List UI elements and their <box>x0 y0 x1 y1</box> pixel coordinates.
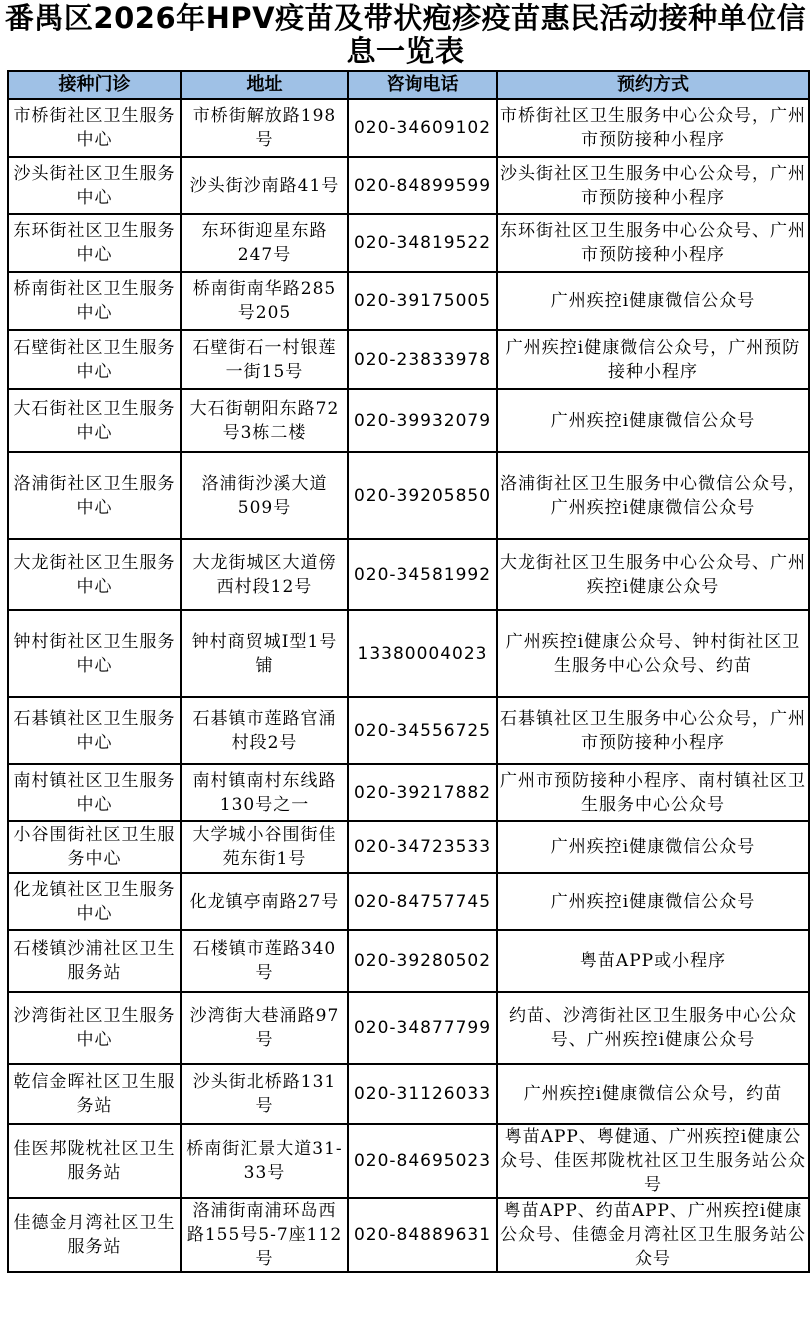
clinic-cell: 石壁街社区卫生服务中心 <box>8 330 181 389</box>
booking-cell: 广州疾控i健康公众号、钟村街社区卫生服务中心公众号、约苗 <box>497 610 809 697</box>
phone-cell: 020-23833978 <box>348 330 497 389</box>
table-row <box>8 873 809 930</box>
address-cell: 钟村商贸城I型1号铺 <box>181 610 348 697</box>
table-row <box>8 992 809 1064</box>
phone-cell: 020-84899599 <box>348 157 497 214</box>
header-booking: 预约方式 <box>497 71 809 99</box>
table-row <box>8 330 809 389</box>
address-cell: 化龙镇亭南路27号 <box>181 873 348 930</box>
clinic-cell: 乾信金晖社区卫生服务站 <box>8 1064 181 1124</box>
booking-cell: 沙头街社区卫生服务中心公众号，广州市预防接种小程序 <box>497 157 809 214</box>
clinic-cell: 东环街社区卫生服务中心 <box>8 214 181 272</box>
clinic-cell: 佳医邦陇枕社区卫生服务站 <box>8 1124 181 1198</box>
phone-cell: 020-34581992 <box>348 539 497 610</box>
address-cell: 沙头街北桥路131号 <box>181 1064 348 1124</box>
clinic-cell: 石碁镇社区卫生服务中心 <box>8 697 181 764</box>
table-row <box>8 1064 809 1124</box>
table-header-row <box>8 71 809 99</box>
phone-cell: 020-84757745 <box>348 873 497 930</box>
table-row <box>8 99 809 157</box>
phone-cell: 020-84889631 <box>348 1198 497 1272</box>
booking-cell: 市桥街社区卫生服务中心公众号，广州市预防接种小程序 <box>497 99 809 157</box>
booking-cell: 洛浦街社区卫生服务中心微信公众号，广州疾控i健康微信公众号 <box>497 452 809 539</box>
clinic-cell: 大石街社区卫生服务中心 <box>8 389 181 452</box>
address-cell: 沙湾街大巷涌路97号 <box>181 992 348 1064</box>
booking-cell: 大龙街社区卫生服务中心公众号、广州疾控i健康公众号 <box>497 539 809 610</box>
address-cell: 大龙街城区大道傍西村段12号 <box>181 539 348 610</box>
booking-cell: 粤苗APP、约苗APP、广州疾控i健康公众号、佳德金月湾社区卫生服务站公众号 <box>497 1198 809 1272</box>
table-row <box>8 452 809 539</box>
address-cell: 沙头街沙南路41号 <box>181 157 348 214</box>
header-address: 地址 <box>181 71 348 99</box>
clinic-cell: 桥南街社区卫生服务中心 <box>8 272 181 330</box>
address-cell: 石壁街石一村银莲一街15号 <box>181 330 348 389</box>
phone-cell: 020-34877799 <box>348 992 497 1064</box>
address-cell: 市桥街解放路198号 <box>181 99 348 157</box>
booking-cell: 广州疾控i健康微信公众号 <box>497 821 809 873</box>
table-row <box>8 821 809 873</box>
booking-cell: 粤苗APP或小程序 <box>497 930 809 992</box>
clinic-cell: 洛浦街社区卫生服务中心 <box>8 452 181 539</box>
phone-cell: 020-39217882 <box>348 764 497 821</box>
booking-cell: 石碁镇社区卫生服务中心公众号，广州市预防接种小程序 <box>497 697 809 764</box>
address-cell: 石楼镇市莲路340号 <box>181 930 348 992</box>
phone-cell: 020-39205850 <box>348 452 497 539</box>
table-row <box>8 930 809 992</box>
booking-cell: 约苗、沙湾街社区卫生服务中心公众号、广州疾控i健康公众号 <box>497 992 809 1064</box>
table-row <box>8 1198 809 1272</box>
table-row <box>8 214 809 272</box>
clinic-cell: 市桥街社区卫生服务中心 <box>8 99 181 157</box>
phone-cell: 020-31126033 <box>348 1064 497 1124</box>
clinic-cell: 钟村街社区卫生服务中心 <box>8 610 181 697</box>
table-row <box>8 539 809 610</box>
header-clinic: 接种门诊 <box>8 71 181 99</box>
phone-cell: 020-34556725 <box>348 697 497 764</box>
phone-cell: 020-84695023 <box>348 1124 497 1198</box>
address-cell: 大石街朝阳东路72号3栋二楼 <box>181 389 348 452</box>
phone-cell: 020-39175005 <box>348 272 497 330</box>
phone-cell: 020-39932079 <box>348 389 497 452</box>
booking-cell: 广州疾控i健康微信公众号 <box>497 873 809 930</box>
table-row <box>8 697 809 764</box>
table-row <box>8 157 809 214</box>
phone-cell: 020-34723533 <box>348 821 497 873</box>
booking-cell: 广州疾控i健康微信公众号 <box>497 389 809 452</box>
clinic-cell: 大龙街社区卫生服务中心 <box>8 539 181 610</box>
table-row <box>8 1124 809 1198</box>
booking-cell: 广州疾控i健康微信公众号 <box>497 272 809 330</box>
clinic-cell: 南村镇社区卫生服务中心 <box>8 764 181 821</box>
address-cell: 大学城小谷围街佳苑东街1号 <box>181 821 348 873</box>
vaccination-sites-table <box>7 70 810 1273</box>
clinic-cell: 石楼镇沙浦社区卫生服务站 <box>8 930 181 992</box>
phone-cell: 020-39280502 <box>348 930 497 992</box>
table-row <box>8 389 809 452</box>
table-row <box>8 610 809 697</box>
phone-cell: 020-34609102 <box>348 99 497 157</box>
booking-cell: 广州市预防接种小程序、南村镇社区卫生服务中心公众号 <box>497 764 809 821</box>
header-phone: 咨询电话 <box>348 71 497 99</box>
booking-cell: 广州疾控i健康微信公众号，广州预防接种小程序 <box>497 330 809 389</box>
clinic-cell: 小谷围街社区卫生服务中心 <box>8 821 181 873</box>
address-cell: 石碁镇市莲路官涌村段2号 <box>181 697 348 764</box>
address-cell: 洛浦街南浦环岛西路155号5-7座112号 <box>181 1198 348 1272</box>
booking-cell: 东环街社区卫生服务中心公众号、广州市预防接种小程序 <box>497 214 809 272</box>
booking-cell: 广州疾控i健康微信公众号，约苗 <box>497 1064 809 1124</box>
page-title: 番禺区2026年HPV疫苗及带状疱疹疫苗惠民活动接种单位信息一览表 <box>4 1 807 68</box>
clinic-cell: 化龙镇社区卫生服务中心 <box>8 873 181 930</box>
clinic-cell: 沙湾街社区卫生服务中心 <box>8 992 181 1064</box>
address-cell: 桥南街汇景大道31-33号 <box>181 1124 348 1198</box>
booking-cell: 粤苗APP、粤健通、广州疾控i健康公众号、佳医邦陇枕社区卫生服务站公众号 <box>497 1124 809 1198</box>
clinic-cell: 沙头街社区卫生服务中心 <box>8 157 181 214</box>
phone-cell: 13380004023 <box>348 610 497 697</box>
address-cell: 东环街迎星东路247号 <box>181 214 348 272</box>
clinic-cell: 佳德金月湾社区卫生服务站 <box>8 1198 181 1272</box>
phone-cell: 020-34819522 <box>348 214 497 272</box>
address-cell: 南村镇南村东线路130号之一 <box>181 764 348 821</box>
table-row <box>8 272 809 330</box>
address-cell: 桥南街南华路285号205 <box>181 272 348 330</box>
table-row <box>8 764 809 821</box>
address-cell: 洛浦街沙溪大道509号 <box>181 452 348 539</box>
